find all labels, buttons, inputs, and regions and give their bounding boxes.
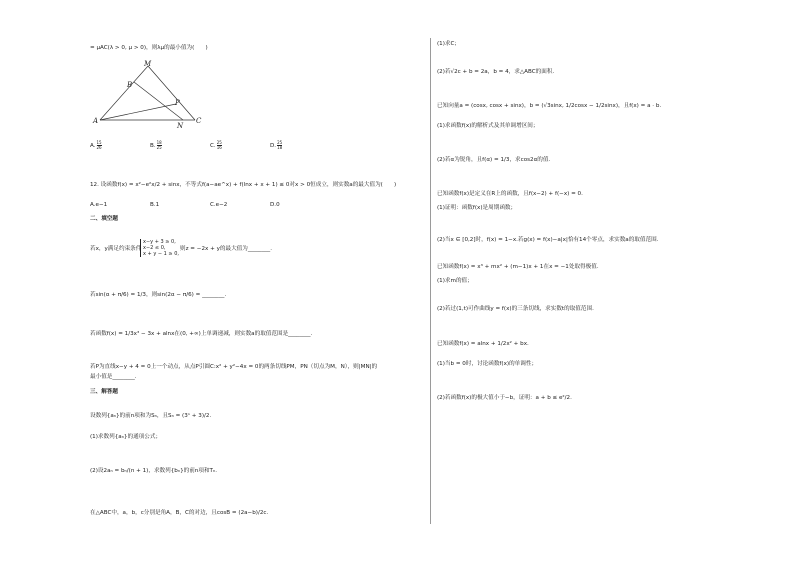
column-divider: [430, 38, 431, 524]
label-A: A: [93, 117, 99, 125]
question-19-part-1: (1)求函数f(x)的解析式及其单调增区间；: [437, 123, 539, 129]
label-M: M: [144, 60, 152, 68]
question-18: 在△ABC中，a，b，c分别是角A，B，C的对边，且cosB = (2a−b)/2c.: [90, 510, 269, 516]
q12-option-b: B.1: [150, 202, 160, 208]
label-N: N: [177, 122, 184, 128]
label-B: B: [127, 81, 133, 89]
q11-option-a: A. $\frac{15}{26}$: [90, 140, 102, 150]
q12-option-d: D.0: [270, 202, 280, 208]
question-17-part-1: (1)求数列{aₙ}的通项公式；: [90, 434, 162, 440]
q11-option-c: C. $\frac{25}{16}$: [210, 140, 222, 150]
q12-option-a: A.e−1: [90, 202, 108, 208]
question-17-part-2: (2)设2aₙ = bₙ/(n + 1)，求数列{bₙ}的前n项和Tₙ.: [90, 468, 217, 474]
label-C: C: [196, 117, 202, 125]
question-16-line-2: 最小值是________.: [90, 374, 137, 380]
question-22-part-2: (2)若函数f(x)的极大值小于−b，证明：a + b ≤ e²/2.: [437, 395, 572, 401]
question-21-part-2: (2)若过(1,t)可作曲线y = f(x)的三条切线，求实数t的取值范围.: [437, 306, 594, 312]
q11-option-d: D. $\frac{25}{18}$: [270, 140, 283, 150]
question-13-tail: 则z = −2x + y的最大值为________.: [180, 246, 273, 252]
section-answer-heading: 三、解答题: [90, 389, 118, 395]
question-11-tail: = μAC(λ > 0, μ > 0)，则λμ的最小值为( ): [90, 45, 208, 51]
question-21-part-1: (1)求m的值；: [437, 278, 473, 284]
triangle-figure: [90, 58, 205, 128]
question-21: 已知函数f(x) = x³ + mx² + (m−1)x + 1在x = −1处取得极值.: [437, 264, 599, 270]
question-14: 若sin(α + π/6) = 1/3，则sin(2α − π/6) = ________.: [90, 292, 227, 298]
question-22: 已知函数f(x) = alnx + 1/2x² + bx.: [437, 341, 529, 347]
question-17: 设数列{aₙ}的前n项和为Sₙ，且Sₙ = (3ⁿ + 3)/2.: [90, 413, 212, 419]
q12-option-c: C.e−2: [210, 202, 228, 208]
question-15: 若函数f(x) = 1/3x³ − 3x + alnx在(0, +∞)上单调递减，则实数a的取值范围是________.: [90, 331, 313, 337]
question-20-part-1: (1)证明：函数f(x)是周期函数；: [437, 205, 517, 211]
question-20: 已知函数f(x)是定义在R上的函数，且f(x−2) + f(−x) = 0.: [437, 191, 583, 197]
section-fill-in-heading: 二、填空题: [90, 216, 118, 222]
question-13-lead: 若x，y满足约束条件: [90, 246, 142, 252]
q11-option-b: B. $\frac{18}{25}$: [150, 140, 162, 150]
q18-part-1: (1)求C；: [437, 41, 461, 47]
q18-part-2: (2)若√2c + b = 2a，b = 4，求△ABC的面积.: [437, 69, 555, 75]
question-19: 已知向量a = (cosx, cosx + sinx)，b = (√3sinx, 1/2cosx − 1/2sinx)，且f(x) = a · b.: [437, 103, 662, 109]
label-P: P: [175, 99, 180, 107]
question-12: 12. 设函数f(x) = x²−e²x/2 + sinx，不等式f(a−ae^x) + f(lnx + x + 1) ≤ 0对x > 0恒成立，则实数a的最大值为( ): [90, 182, 397, 188]
question-20-part-2: (2)当x ∈ [0,2]时，f(x) = 1−x.若g(x) = f(x)−a|x|恰有14个零点，求实数a的取值范围.: [437, 237, 659, 243]
question-16-line-1: 若P为直线x−y + 4 = 0上一个动点，从点P引圆C:x² + y²−4x = 0的两条切线PM，PN（切点为M，N），则|MN|的: [90, 364, 378, 370]
constraint-system: x−y + 3 ≥ 0, x−2 ≤ 0, x + y − 1 ≥ 0,: [140, 239, 179, 257]
question-22-part-1: (1)当b = 0时，讨论函数f(x)的单调性；: [437, 361, 538, 367]
question-19-part-2: (2)若α为锐角，且f(α) = 1/3，求cos2α的值.: [437, 157, 551, 163]
